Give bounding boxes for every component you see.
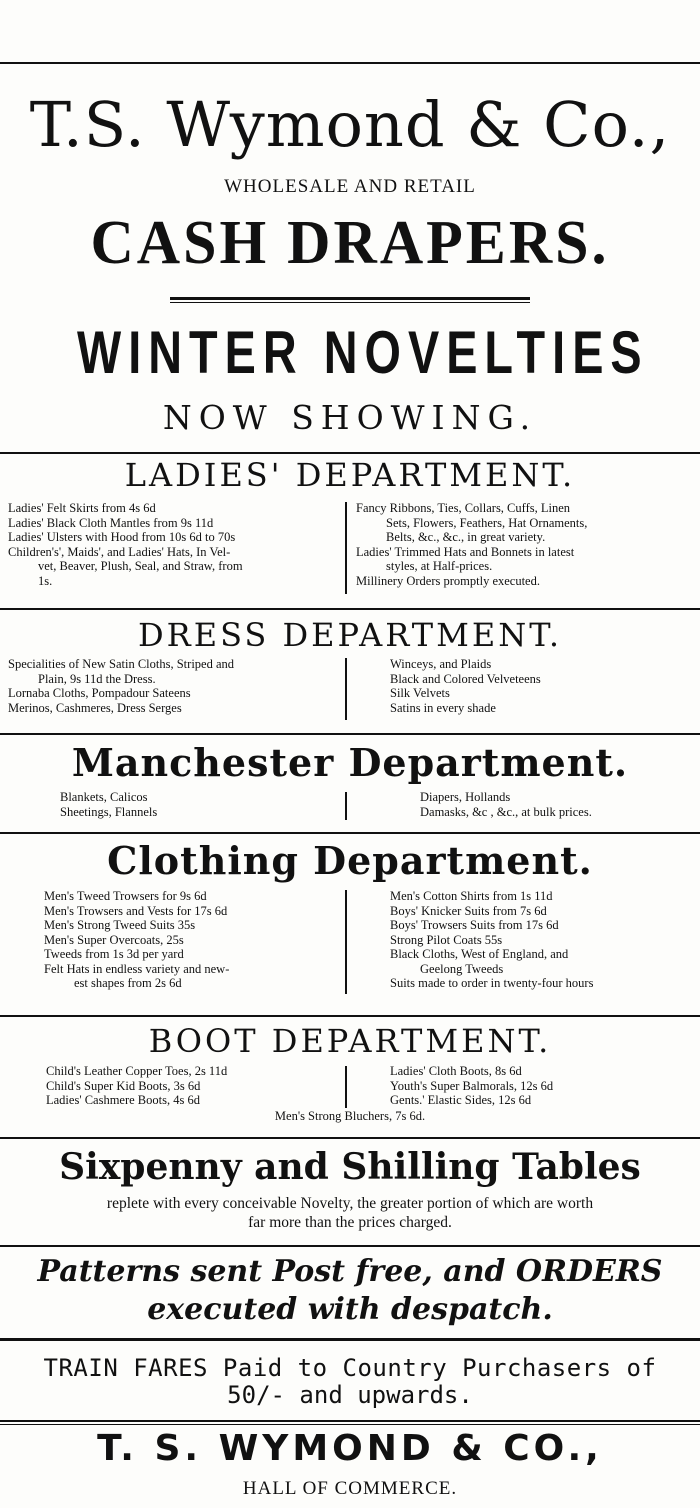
ladies-right-line: Sets, Flowers, Feathers, Hat Ornaments,: [386, 515, 588, 530]
tables-line-1: replete with every conceivable Novelty, the greater portion of which are worth: [106, 1195, 594, 1212]
dress-left-line: Plain, 9s 11d the Dress.: [38, 671, 156, 686]
clothing-right-line: Strong Pilot Coats 55s: [390, 932, 503, 947]
ladies-left-line: Ladies' Black Cloth Mantles from 9s 11d: [8, 515, 214, 530]
boot-right-line: Youth's Super Balmorals, 12s 6d: [390, 1078, 554, 1093]
dress-left-line: Merinos, Cashmeres, Dress Serges: [8, 700, 182, 715]
boot-left-line: Ladies' Cashmere Boots, 4s 6d: [46, 1093, 200, 1107]
boot-right-line: Gents.' Elastic Sides, 12s 6d: [390, 1093, 532, 1107]
dress-right-column: [390, 657, 541, 715]
manchester-right-line: Diapers, Hollands: [420, 790, 511, 804]
boot-left-column: [46, 1064, 227, 1108]
ladies-left-line: vet, Beaver, Plush, Seal, and Straw, from: [38, 559, 243, 573]
boot-left-line: Child's Leather Copper Toes, 2s 11d: [46, 1064, 228, 1078]
clothing-right-line: Boys' Knicker Suits from 7s 6d: [390, 903, 547, 918]
manchester-right-line: Damasks, &c , &c., at bulk prices.: [420, 804, 592, 819]
ladies-right-line: Fancy Ribbons, Ties, Collars, Cuffs, Linen: [356, 501, 571, 515]
dress-left-line: Lornaba Cloths, Pompadour Sateens: [8, 686, 191, 700]
clothing-left-line: Men's Super Overcoats, 25s: [44, 932, 184, 947]
ladies-right-line: Millinery Orders promptly executed.: [356, 573, 540, 588]
clothing-left-line: Men's Strong Tweed Suits 35s: [44, 918, 196, 932]
rule-train: [0, 1338, 700, 1341]
boot-footer-line: Men's Strong Bluchers, 7s 6d.: [274, 1109, 426, 1123]
ladies-left-line: Ladies' Ulsters with Hood from 10s 6d to 70s: [8, 530, 236, 544]
ladies-right-line: Ladies' Trimmed Hats and Bonnets in latest: [356, 544, 575, 559]
ladies-left-line: 1s.: [38, 573, 53, 588]
tables-title: Sixpenny and Shilling Tables: [59, 1146, 641, 1188]
boot-right-line: Ladies' Cloth Boots, 8s 6d: [390, 1064, 522, 1078]
manchester-left-line: Sheetings, Flannels: [60, 804, 158, 819]
cash-drapers-heading: CASH DRAPERS.: [90, 207, 610, 277]
dress-right-line: Winceys, and Plaids: [390, 657, 492, 671]
manchester-right-column: [420, 790, 592, 819]
manchester-left-column: [60, 790, 157, 819]
company-name: T.S. Wymond & Co.,: [29, 88, 671, 161]
ladies-left-line: Children's', Maids', and Ladies' Hats, In Vel-: [8, 544, 231, 559]
wholesale-retail-subtitle: WHOLESALE AND RETAIL: [224, 176, 476, 197]
rule-manchester: [0, 733, 700, 735]
ladies-right-line: styles, at Half-prices.: [386, 559, 493, 573]
boot-right-column: [390, 1064, 553, 1108]
clothing-right-column: [390, 889, 593, 991]
rule-clothing: [0, 832, 700, 834]
clothing-left-line: est shapes from 2s 6d: [74, 976, 182, 990]
train-fares-line-1: TRAIN FARES Paid to Country Purchasers of: [43, 1354, 657, 1382]
double-rule-a: [170, 297, 530, 300]
clothing-department-title: Clothing Department.: [107, 838, 593, 883]
rule-footer-a: [0, 1420, 700, 1422]
winter-novelties-headline: WINTER NOVELTIES: [77, 319, 649, 386]
top-rule: [0, 62, 700, 64]
dress-left-line: Specialities of New Satin Cloths, Striped and: [8, 657, 235, 671]
ladies-column-divider: [345, 502, 347, 594]
ladies-left-column: [8, 501, 243, 588]
rule-tables: [0, 1137, 700, 1139]
rule-ladies: [0, 452, 700, 454]
clothing-column-divider: [345, 890, 347, 994]
manchester-left-line: Blankets, Calicos: [60, 790, 148, 804]
manchester-column-divider: [345, 792, 347, 820]
dress-left-column: [8, 657, 234, 715]
boot-department-title: BOOT DEPARTMENT.: [148, 1022, 552, 1060]
clothing-right-line: Geelong Tweeds: [420, 961, 504, 976]
boot-column-divider: [345, 1066, 347, 1108]
rule-patterns: [0, 1245, 700, 1247]
dress-right-line: Satins in every shade: [390, 700, 496, 715]
dress-column-divider: [345, 658, 347, 720]
rule-boot: [0, 1015, 700, 1017]
boot-left-line: Child's Super Kid Boots, 3s 6d: [46, 1078, 201, 1093]
dress-right-line: Silk Velvets: [390, 686, 450, 700]
ladies-department-title: LADIES' DEPARTMENT.: [124, 456, 576, 494]
footer-address: HALL OF COMMERCE.: [242, 1478, 458, 1499]
clothing-right-line: Boys' Trowsers Suits from 17s 6d: [390, 918, 559, 932]
clothing-left-line: Felt Hats in endless variety and new-: [44, 961, 230, 976]
clothing-right-line: Black Cloths, West of England, and: [390, 947, 569, 961]
footer-company-name: T. S. WYMOND & CO.,: [97, 1428, 603, 1469]
dress-right-line: Black and Colored Velveteens: [390, 671, 541, 686]
ladies-right-line: Belts, &c., &c., in great variety.: [386, 530, 546, 544]
train-fares-line-2: 50/- and upwards.: [227, 1381, 473, 1409]
clothing-right-line: Men's Cotton Shirts from 1s 11d: [390, 889, 553, 903]
clothing-right-line: Suits made to order in twenty-four hours: [390, 976, 594, 990]
clothing-left-column: [44, 889, 229, 991]
rule-footer-b: [0, 1424, 700, 1425]
rule-dress: [0, 608, 700, 610]
clothing-left-line: Tweeds from 1s 3d per yard: [44, 947, 184, 961]
patterns-line-2: executed with despatch.: [147, 1292, 553, 1327]
tables-line-2: far more than the prices charged.: [248, 1214, 452, 1231]
ladies-left-line: Ladies' Felt Skirts from 4s 6d: [8, 501, 156, 515]
dress-department-title: DRESS DEPARTMENT.: [137, 616, 563, 654]
manchester-department-title: Manchester Department.: [71, 740, 629, 785]
double-rule-b: [170, 302, 530, 303]
clothing-left-line: Men's Tweed Trowsers for 9s 6d: [44, 889, 207, 903]
clothing-left-line: Men's Trowsers and Vests for 17s 6d: [44, 903, 228, 918]
patterns-line-1: Patterns sent Post free, and ORDERS: [37, 1254, 663, 1289]
ladies-right-column: [356, 501, 587, 588]
now-showing-subhead: NOW SHOWING.: [162, 398, 538, 437]
